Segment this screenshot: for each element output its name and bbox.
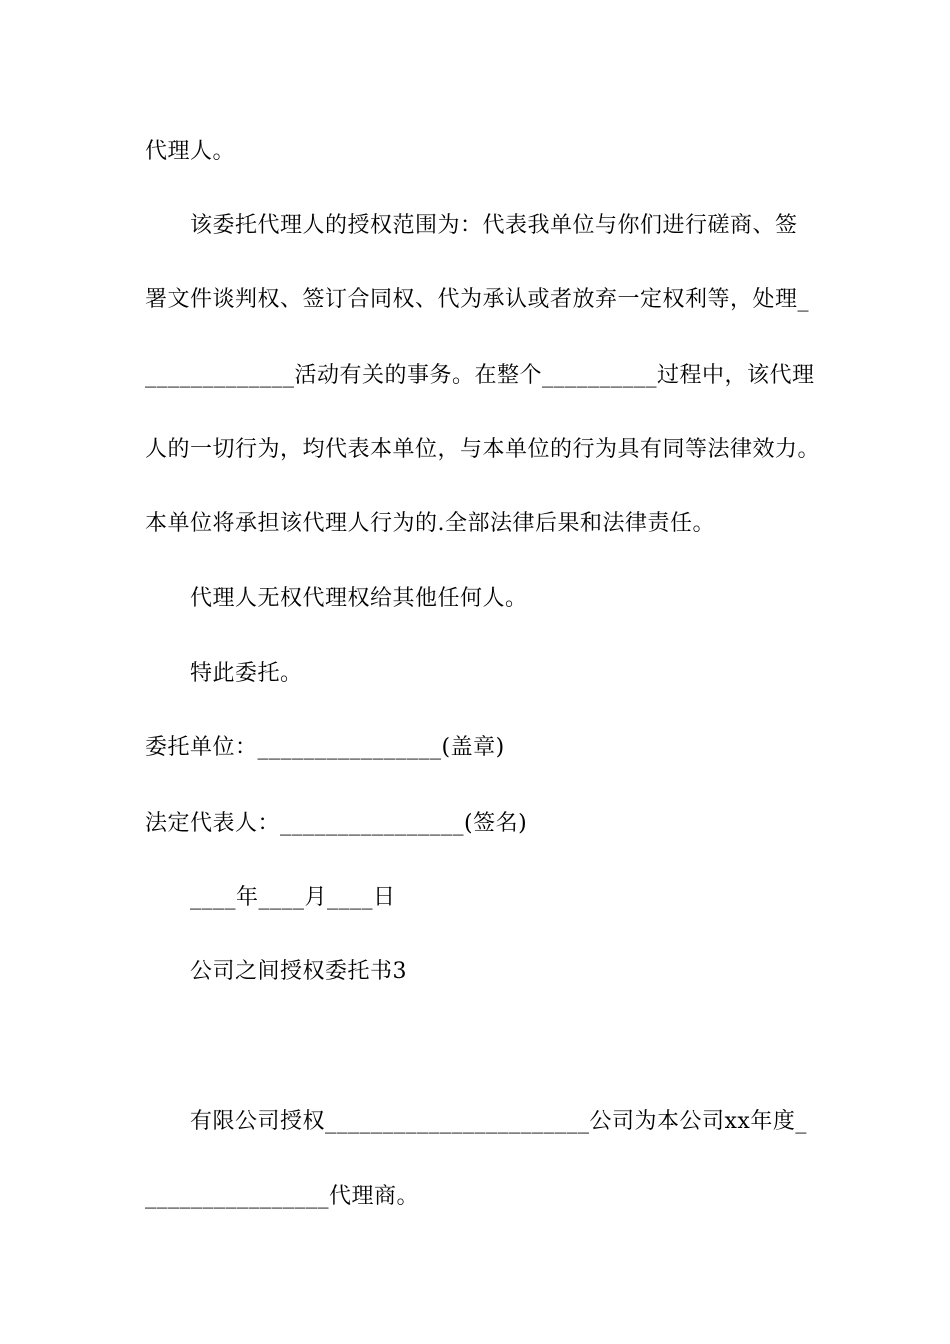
text-line-3: 署文件谈判权、签订合同权、代为承认或者放弃一定权利等，处理_ <box>145 287 810 312</box>
entrusting-unit-line: 委托单位：________________(盖章) <box>145 735 505 760</box>
text-line-14: ________________代理商。 <box>145 1184 420 1209</box>
section-heading: 公司之间授权委托书3 <box>190 959 407 984</box>
text-line-8: 特此委托。 <box>190 661 303 686</box>
text-line-6: 本单位将承担该代理人行为的.全部法律后果和法律责任。 <box>145 511 715 536</box>
text-line-1: 代理人。 <box>145 139 236 164</box>
text-line-13: 有限公司授权_______________________公司为本公司xx年度_ <box>190 1109 807 1134</box>
legal-representative-line: 法定代表人：________________(签名) <box>145 811 528 836</box>
date-line: ____年____月____日 <box>190 885 396 910</box>
text-line-2: 该委托代理人的授权范围为：代表我单位与你们进行磋商、签 <box>190 213 798 238</box>
text-line-7: 代理人无权代理权给其他任何人。 <box>190 586 528 611</box>
text-line-4: _____________活动有关的事务。在整个__________过程中，该代理 <box>145 363 815 388</box>
text-line-5: 人的一切行为，均代表本单位，与本单位的行为具有同等法律效力。 <box>145 437 821 462</box>
